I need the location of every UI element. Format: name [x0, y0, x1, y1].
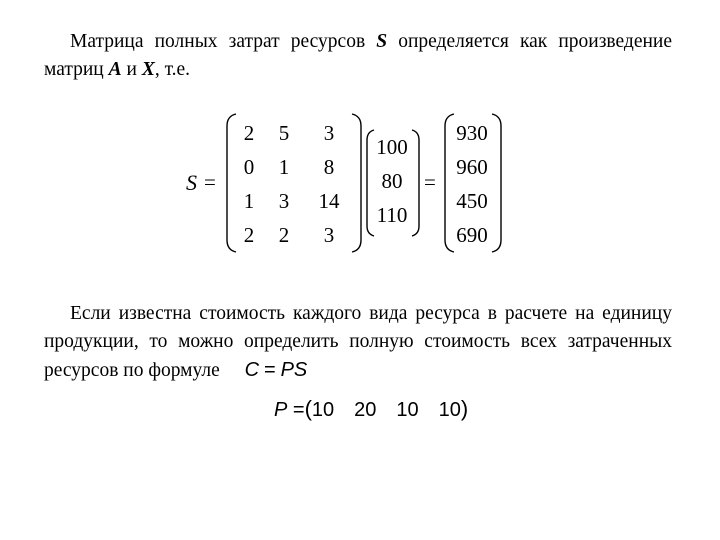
result-cell: 960	[456, 154, 488, 179]
p-vector-formula: P =(10 20 10 10)	[274, 396, 469, 421]
result-cell: 690	[456, 222, 488, 247]
result-right-paren	[490, 112, 504, 254]
formula-c: C	[244, 359, 260, 381]
cost-paragraph	[44, 300, 672, 385]
intro-paragraph	[44, 28, 672, 84]
intro-text-a: Матрица полных затрат ресурсов	[70, 31, 366, 52]
vector-x-cell: 100	[376, 134, 408, 159]
vector-x-cell: 110	[376, 202, 408, 227]
matrix-a-cell: 8	[323, 154, 335, 179]
p-vector-lhs: P	[274, 399, 288, 421]
matrix-a-cell: 5	[278, 120, 290, 145]
equation-lhs: S	[186, 170, 197, 195]
matrix-a-cell: 14	[318, 188, 340, 213]
symbol-x: X	[141, 59, 155, 80]
p-vector-values	[312, 399, 461, 421]
intro-text-b: определяется как произведение матриц	[44, 31, 673, 80]
matrix-a-right-paren	[350, 112, 364, 254]
vector-x-right-paren	[410, 128, 422, 238]
p-vector-value: 10	[311, 399, 335, 421]
matrix-a-cell: 3	[323, 120, 335, 145]
matrix-a-cell: 3	[323, 222, 335, 247]
intro-text-d: , т.е.	[154, 59, 191, 80]
result-vector	[452, 116, 492, 252]
matrix-a-cell: 3	[278, 188, 290, 213]
result-cell: 450	[456, 188, 488, 213]
cost-text: Если известна стоимость каждого вида ресурса в расчете на единицу продукции, то можно определить полную стоимость всех затраченных ресурсов по формуле	[44, 303, 672, 381]
matrix-a-cell: 2	[278, 222, 290, 247]
p-vector-equals: =	[292, 399, 305, 421]
equation-equals-2: =	[424, 170, 436, 194]
symbol-s: S	[376, 31, 388, 52]
matrix-a-cell: 0	[243, 154, 255, 179]
matrix-a-cell: 1	[278, 154, 290, 179]
p-vector-value: 10	[396, 399, 419, 421]
result-cell: 930	[456, 120, 488, 145]
p-vector-value: 20	[354, 399, 377, 421]
matrix-a-cell: 2	[243, 120, 255, 145]
formula-equals: =	[264, 359, 276, 381]
vector-x-cell: 80	[381, 168, 403, 193]
matrix-a-cell: 1	[243, 188, 255, 213]
formula-ps: PS	[280, 359, 308, 381]
matrix-a	[236, 116, 352, 252]
equation-equals-1: =	[204, 170, 216, 194]
vector-x	[372, 130, 412, 236]
p-vector-value: 10	[438, 399, 461, 421]
intro-text-c: и	[126, 59, 137, 80]
symbol-a: A	[108, 59, 122, 80]
matrix-a-cell: 2	[243, 222, 255, 247]
